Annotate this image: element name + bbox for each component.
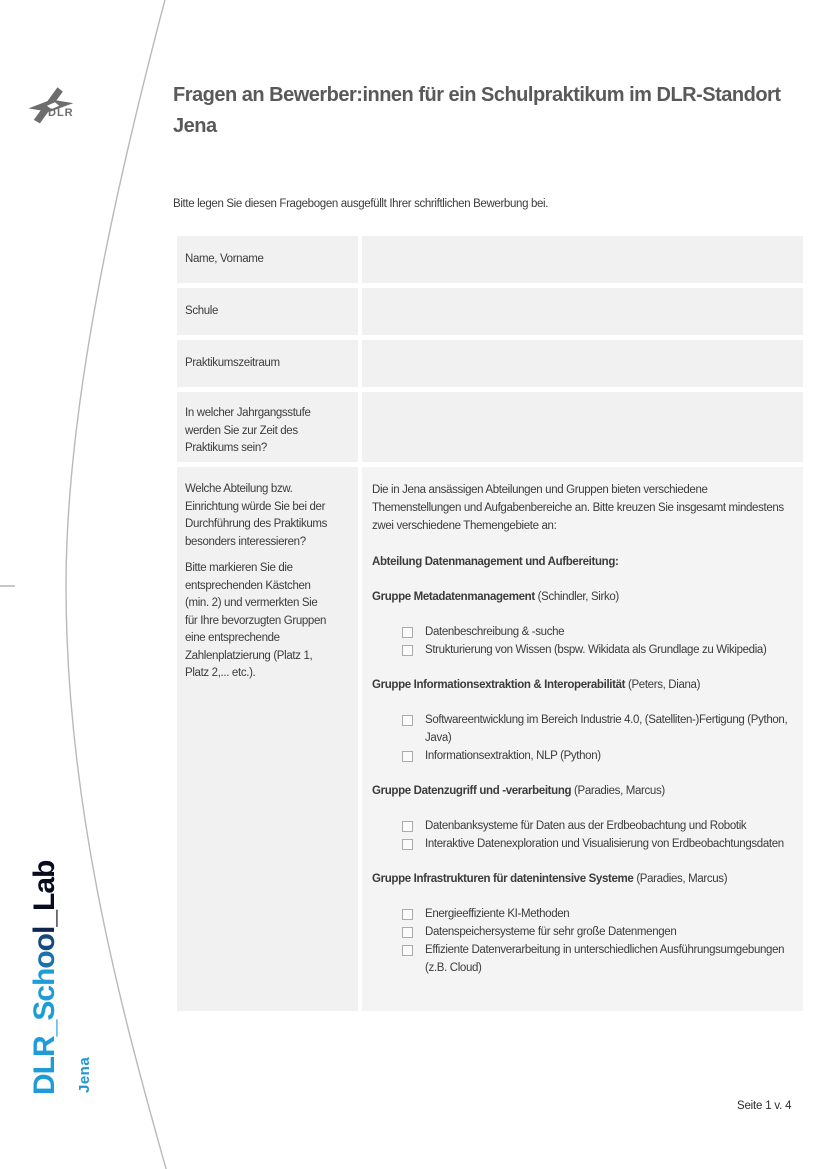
topic-item xyxy=(402,905,795,923)
grade-level-label: In welcher Jahrgangsstufe werden Sie zur Zeit des Praktikums sein? xyxy=(177,392,358,462)
topic-list xyxy=(372,817,795,853)
department-question-label xyxy=(177,467,358,1011)
group-name: Gruppe Datenzugriff und -verarbeitung xyxy=(372,785,572,797)
topic-group xyxy=(372,676,795,765)
group-lead: (Paradies, Marcus) xyxy=(633,873,728,885)
topic-item xyxy=(402,941,795,977)
topic-label: Interaktive Datenexploration und Visualisierung von Erdbeobachtungsdaten xyxy=(425,838,784,850)
topic-list xyxy=(372,905,795,977)
topic-checkbox[interactable] xyxy=(402,909,413,920)
group-lead: (Paradies, Marcus) xyxy=(571,785,665,797)
department-answer-cell xyxy=(362,467,803,1011)
dlr-logo-text: DLR xyxy=(48,107,74,119)
dlr-school-lab-logo xyxy=(30,861,60,1095)
topic-label: Softwareentwicklung im Bereich Industrie 4.0, (Satelliten-)Fertigung (Python, Java) xyxy=(425,714,788,744)
topic-checkbox[interactable] xyxy=(402,645,413,656)
group-header xyxy=(372,782,795,800)
group-name: Gruppe Metadatenmanagement xyxy=(372,591,535,603)
school-label: Schule xyxy=(177,288,358,335)
group-lead: (Schindler, Sirko) xyxy=(534,591,619,603)
department-intro: Die in Jena ansässigen Abteilungen und Gruppen bieten verschiedene Themenstellungen und Aufgabenbereiche an. Bitte kreuzen Sie insgesamt mindestens zwei verschiedene Themengebiete an: xyxy=(372,484,784,532)
topic-list xyxy=(372,623,795,659)
topic-item xyxy=(402,817,795,835)
topic-label: Datenbeschreibung & -suche xyxy=(425,626,565,638)
group-name: Gruppe Infrastrukturen für datenintensive Systeme xyxy=(372,873,634,885)
topic-label: Effiziente Datenverarbeitung in unterschiedlichen Ausführungsumgebungen (z.B. Cloud) xyxy=(425,944,785,974)
topic-groups xyxy=(372,588,795,977)
topic-label: Datenspeichersysteme für sehr große Datenmengen xyxy=(425,926,677,938)
table-row xyxy=(177,236,803,283)
topic-checkbox[interactable] xyxy=(402,839,413,850)
internship-period-input-cell[interactable] xyxy=(362,340,803,387)
topic-checkbox[interactable] xyxy=(402,945,413,956)
grade-level-input-cell[interactable] xyxy=(362,392,803,462)
topic-checkbox[interactable] xyxy=(402,715,413,726)
group-header xyxy=(372,676,795,694)
topic-checkbox[interactable] xyxy=(402,927,413,938)
topic-item xyxy=(402,641,795,659)
topic-item xyxy=(402,623,795,641)
application-form-table xyxy=(177,236,803,1016)
table-row xyxy=(177,392,803,462)
question-paragraph: Welche Abteilung bzw. Einrichtung würde Sie bei der Durchführung des Praktikums besonders interessieren? xyxy=(185,483,328,548)
school-lab-segment: DLR_Sch xyxy=(28,968,61,1095)
topic-group xyxy=(372,870,795,977)
instruction-paragraph: Bitte markieren Sie die entsprechenden Kästchen (min. 2) und vermerkten Sie für Ihre bevorzugten Gruppen eine entsprechende Zahlenplatzierung (Platz 1, Platz 2,... etc.). xyxy=(185,562,327,679)
topic-label: Energieeffiziente KI-Methoden xyxy=(425,908,570,920)
page-number: Seite 1 v. 4 xyxy=(737,1100,792,1112)
topic-group xyxy=(372,782,795,853)
group-header xyxy=(372,870,795,888)
topic-checkbox[interactable] xyxy=(402,751,413,762)
group-header xyxy=(372,588,795,606)
topic-checkbox[interactable] xyxy=(402,821,413,832)
topic-item xyxy=(402,747,795,765)
dlr-logo-icon xyxy=(26,82,82,126)
table-row xyxy=(177,340,803,387)
topic-item xyxy=(402,711,795,747)
group-lead: (Peters, Diana) xyxy=(625,679,701,691)
school-lab-segment: o xyxy=(28,951,61,969)
topic-label: Datenbanksysteme für Daten aus der Erdbeobachtung und Robotik xyxy=(425,820,747,832)
department-header: Abteilung Datenmanagement und Aufbereitung: xyxy=(372,556,619,568)
name-input-cell[interactable] xyxy=(362,236,803,283)
table-row-department xyxy=(177,467,803,1011)
intro-instruction: Bitte legen Sie diesen Fragebogen ausgefüllt Ihrer schriftlichen Bewerbung bei. xyxy=(173,198,549,210)
school-lab-location-label: Jena xyxy=(76,1056,93,1093)
page-title: Fragen an Bewerber:innen für ein Schulpraktikum im DLR-Standort Jena xyxy=(173,84,781,137)
school-lab-segment: _Lab xyxy=(28,860,61,927)
internship-period-label: Praktikumszeitraum xyxy=(177,340,358,387)
table-row xyxy=(177,288,803,335)
name-label: Name, Vorname xyxy=(177,236,358,283)
school-lab-segment: o xyxy=(28,933,61,952)
topic-group xyxy=(372,588,795,659)
school-input-cell[interactable] xyxy=(362,288,803,335)
topic-item xyxy=(402,923,795,941)
topic-label: Strukturierung von Wissen (bspw. Wikidata als Grundlage zu Wikipedia) xyxy=(425,644,767,656)
school-lab-segment: l xyxy=(28,926,61,934)
topic-label: Informationsextraktion, NLP (Python) xyxy=(425,750,601,762)
topic-item xyxy=(402,835,795,853)
group-name: Gruppe Informationsextraktion & Interoperabilität xyxy=(372,679,626,691)
topic-list xyxy=(372,711,795,765)
topic-checkbox[interactable] xyxy=(402,627,413,638)
